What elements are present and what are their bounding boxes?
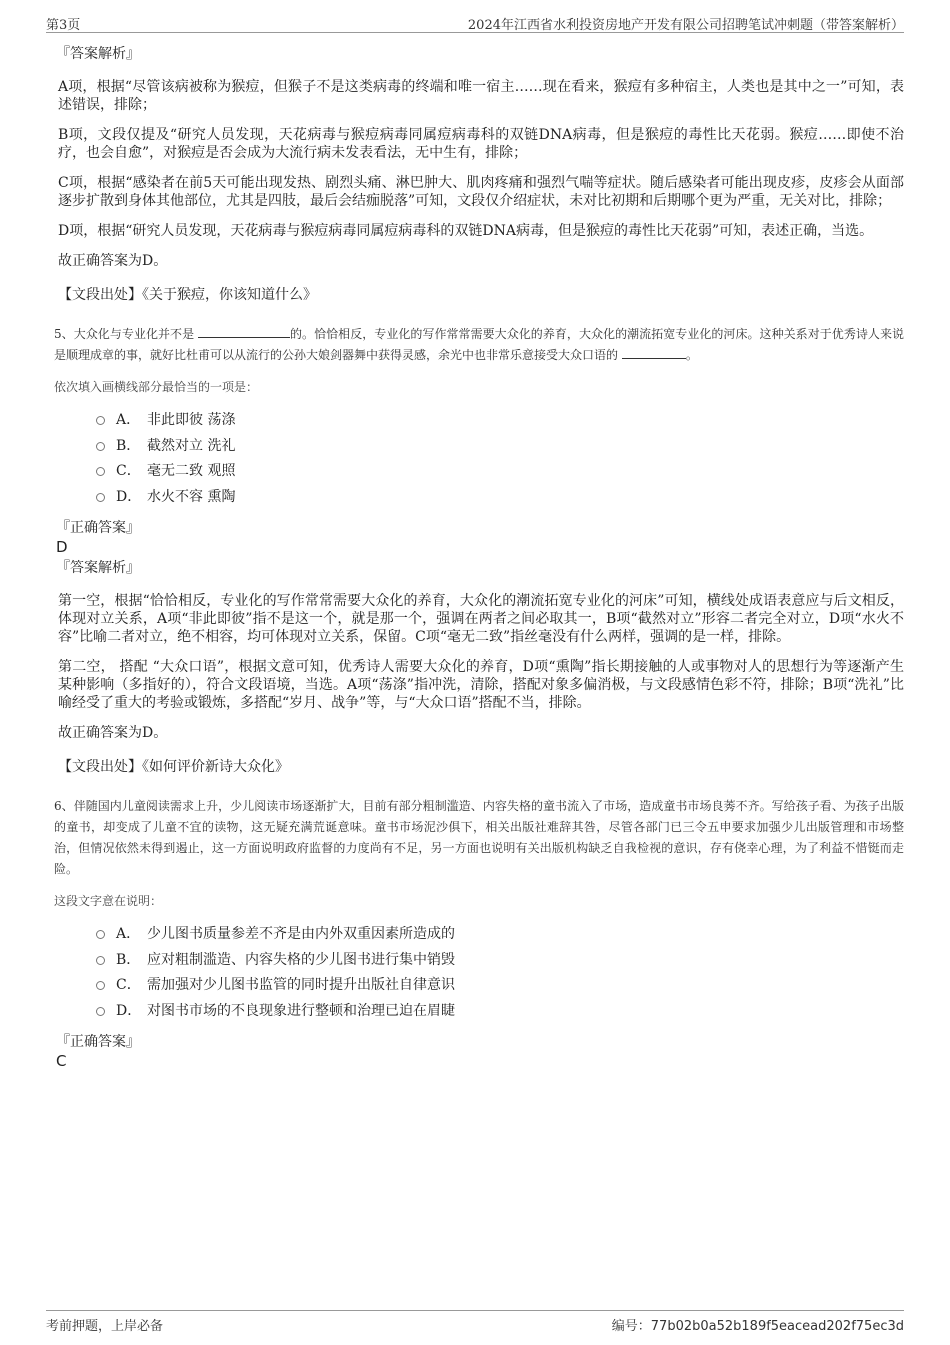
- option-list: [96, 408, 904, 510]
- correct-answer-label: 『正确答案』: [56, 1034, 140, 1050]
- page-number: 第3页: [46, 18, 81, 33]
- analysis-paragraph: A项，根据“尽管该病被称为猴痘，但猴子不是这类病毒的终端和唯一宿主……现在看来，猴痘有多种宿主，人类也是其中之一”可知，表述错误，排除；: [58, 79, 904, 113]
- question-6: [56, 796, 904, 1070]
- option-text: 毫无二致 观照: [147, 463, 236, 479]
- correct-answer: C: [56, 1052, 67, 1070]
- analysis-paragraph: 第一空，根据“恰恰相反，专业化的写作常常需要大众化的养育，大众化的潮流拓宽专业化的河床”可知，横线处成语表意应与后文相反，体现对立关系，A项“非此即彼”指不是这一个，就是那一个，强调在两者之间必取其一，B项“截然对立”形容二者完全对立，D项“水火不容”比喻二者对立，绝不相容，均可体现对立关系，保留。C项“毫无二致”指丝毫没有什么两样，强调的是一样，排除。: [58, 593, 904, 645]
- conclusion: 故正确答案为D。: [58, 725, 168, 741]
- question-prompt: 这段文字意在说明：: [54, 894, 163, 908]
- option-letter: D．: [116, 488, 142, 505]
- option-b[interactable]: [96, 948, 904, 974]
- source-title: 《如何评价新诗大众化》: [142, 759, 289, 775]
- page-footer: [46, 1310, 904, 1333]
- option-text: 非此即彼 荡涤: [147, 412, 236, 428]
- analysis-label: 『答案解析』: [56, 46, 140, 62]
- radio-icon[interactable]: [96, 930, 105, 939]
- correct-answer: D: [56, 538, 68, 556]
- option-a[interactable]: [96, 408, 904, 434]
- option-letter: C．: [116, 977, 141, 993]
- analysis-paragraph: 第二空， 搭配 “大众口语”，根据文意可知，优秀诗人需要大众化的养育，D项“熏陶”指长期接触的人或事物对人的思想行为等逐渐产生某种影响（多指好的），符合文段语境，当选。A项“荡涤”指冲洗，清除，搭配对象多偏消极，与文段感情色彩不符，排除；B项“洗礼”比喻经受了重大的考验或锻炼，多搭配“岁月、战争”等，与“大众口语”搭配不当，排除。: [58, 659, 904, 711]
- option-letter: A．: [116, 926, 141, 942]
- option-letter: D．: [116, 1002, 142, 1019]
- correct-answer-label: 『正确答案』: [56, 520, 140, 536]
- radio-icon[interactable]: [96, 956, 105, 965]
- option-text: 对图书市场的不良现象进行整顿和治理已迫在眉睫: [147, 1002, 455, 1019]
- question-stem: [54, 324, 904, 366]
- source-title: 《关于猴痘，你该知道什么》: [142, 287, 317, 303]
- page-header: [46, 14, 904, 33]
- document-title: 2024年江西省水利投资房地产开发有限公司招聘笔试冲刺题（带答案解析）: [467, 18, 904, 33]
- option-b[interactable]: [96, 434, 904, 460]
- radio-icon[interactable]: [96, 1007, 105, 1016]
- analysis-paragraph: B项，文段仅提及“研究人员发现，天花病毒与猴痘病毒同属痘病毒科的双链DNA病毒，但是猴痘的毒性比天花弱。猴痘……即使不治疗，也会自愈”，对猴痘是否会成为大流行病未发表看法，无中生有，排除；: [58, 127, 904, 161]
- radio-icon[interactable]: [96, 981, 105, 990]
- footer-slogan: 考前押题，上岸必备: [46, 1319, 164, 1334]
- option-text: 水火不容 熏陶: [147, 488, 236, 505]
- option-text: 截然对立 洗礼: [147, 437, 236, 454]
- option-d[interactable]: [96, 485, 904, 511]
- document-id-label: 编号：: [611, 1319, 651, 1334]
- analysis-paragraph: C项，根据“感染者在前5天可能出现发热、剧烈头痛、淋巴肿大、肌肉疼痛和强烈气喘等症状。随后感染者可能出现皮疹，皮疹会从面部逐步扩散到身体其他部位，尤其是四肢，最后会结痂脱落”可知，文段仅介绍症状，未对比初期和后期哪个更为严重，无关对比，排除；: [58, 175, 904, 209]
- page-content: [56, 44, 904, 1070]
- source-label: 【文段出处】: [58, 759, 142, 775]
- option-c[interactable]: [96, 459, 904, 485]
- fill-blank: [198, 325, 290, 338]
- question-stem: 6、伴随国内儿童阅读需求上升，少儿阅读市场逐渐扩大，目前有部分粗制滥造、内容失格的童书流入了市场，造成童书市场良莠不齐。写给孩子看、为孩子出版的童书，却变成了儿童不宜的读物，这无疑充满荒诞意味。童书市场泥沙俱下，相关出版社难辞其咎，尽管各部门已三令五申要求加强少儿出版管理和市场整治，但情况依然未得到遏止，这一方面说明政府监督的力度尚有不足，另一方面也说明有关出版机构缺乏自我检视的意识，存有侥幸心理，为了利益不惜铤而走险。: [54, 799, 904, 876]
- source-label: 【文段出处】: [58, 287, 142, 303]
- stem-text: 的。恰恰相反，专业化的写作常常需要大众化的养育，大众化的潮流拓宽专业化的河床。这种关系对于优秀诗人来说是顺理成章的事，就好比杜甫可以从流行的公孙大娘剑器舞中获得灵感，余光中也非常乐意接受大众口语的: [54, 327, 904, 362]
- radio-icon[interactable]: [96, 416, 105, 425]
- answer-block: [56, 518, 904, 578]
- analysis-paragraph: D项，根据“研究人员发现，天花病毒与猴痘病毒同属痘病毒科的双链DNA病毒，但是猴痘的毒性比天花弱”可知，表述正确，当选。: [58, 223, 874, 239]
- option-letter: A．: [116, 412, 141, 428]
- document-id: [612, 1315, 904, 1334]
- option-d[interactable]: [96, 999, 904, 1025]
- source-citation: [58, 286, 904, 304]
- option-c[interactable]: [96, 973, 904, 999]
- option-text: 应对粗制滥造、内容失格的少儿图书进行集中销毁: [147, 951, 455, 968]
- option-letter: C．: [116, 463, 141, 479]
- radio-icon[interactable]: [96, 467, 105, 476]
- stem-text: 5、大众化与专业化并不是: [54, 327, 195, 341]
- stem-text: 。: [685, 348, 698, 362]
- source-citation: [58, 758, 904, 776]
- question-prompt: 依次填入画横线部分最恰当的一项是：: [54, 380, 259, 394]
- document-id-value: 77b02b0a52b189f5eacead202f75ec3d: [650, 1319, 904, 1334]
- analysis-label: 『答案解析』: [56, 560, 140, 576]
- conclusion: 故正确答案为D。: [58, 253, 168, 269]
- question-5: [56, 324, 904, 776]
- option-letter: B．: [116, 951, 141, 968]
- radio-icon[interactable]: [96, 493, 105, 502]
- option-text: 少儿图书质量参差不齐是由内外双重因素所造成的: [147, 926, 455, 942]
- prev-analysis-block: [56, 44, 904, 304]
- option-a[interactable]: [96, 922, 904, 948]
- option-text: 需加强对少儿图书监管的同时提升出版社自律意识: [147, 977, 455, 993]
- option-list: [96, 922, 904, 1024]
- answer-block: [56, 1032, 904, 1070]
- option-letter: B．: [116, 437, 141, 454]
- fill-blank: [622, 346, 686, 359]
- radio-icon[interactable]: [96, 442, 105, 451]
